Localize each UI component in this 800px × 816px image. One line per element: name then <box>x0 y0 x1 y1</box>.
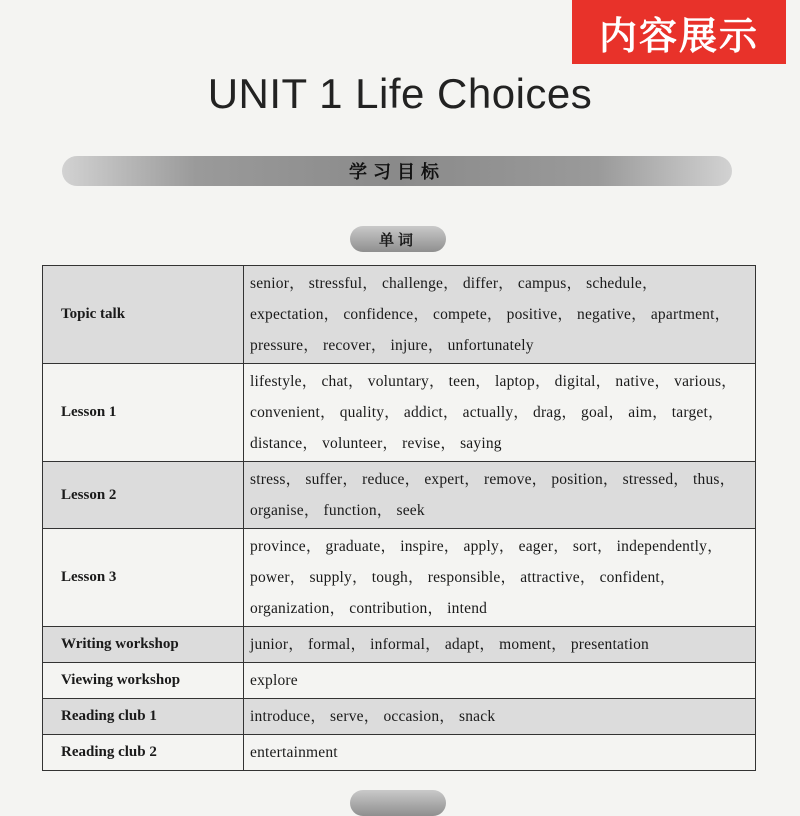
unit-title: UNIT 1 Life Choices <box>207 70 593 117</box>
table-row <box>43 364 756 462</box>
vocabulary-table <box>42 265 756 771</box>
table-row <box>43 462 756 529</box>
table-row <box>43 663 756 699</box>
lesson-name-cell: Viewing workshop <box>43 663 244 699</box>
word-list: province， graduate， inspire， apply， eager， sort， independently， power， supply， tough， responsible， attractive， confident， organization， contribution， intend <box>250 538 723 617</box>
lesson-name-cell: Lesson 1 <box>43 364 244 462</box>
lesson-name-cell: Lesson 2 <box>43 462 244 529</box>
table-row <box>43 529 756 627</box>
learning-objectives-banner <box>62 156 732 186</box>
lesson-name-cell: Topic talk <box>43 266 244 364</box>
word-list-cell <box>244 266 756 364</box>
content-display-badge: 内容展示 <box>572 0 786 64</box>
table-row <box>43 735 756 771</box>
lesson-name-cell: Writing workshop <box>43 627 244 663</box>
word-list: explore <box>250 672 298 689</box>
word-list: lifestyle， chat， voluntary， teen， laptop， digital， native， various， convenient， quality， addict， actually， drag， goal， aim， target， distance， volunteer， revise， saying <box>250 373 737 452</box>
table-row <box>43 699 756 735</box>
word-list-cell <box>244 735 756 771</box>
word-list-cell <box>244 462 756 529</box>
learning-objectives-label: 学习目标 <box>349 162 445 183</box>
word-list: entertainment <box>250 744 338 761</box>
word-list-cell <box>244 529 756 627</box>
word-list-cell <box>244 699 756 735</box>
lesson-name-cell: Reading club 2 <box>43 735 244 771</box>
word-list-cell <box>244 364 756 462</box>
word-list: introduce， serve， occasion， snack <box>250 708 496 725</box>
table-row <box>43 266 756 364</box>
word-list-cell <box>244 663 756 699</box>
lesson-name-cell: Lesson 3 <box>43 529 244 627</box>
lesson-name-cell: Reading club 1 <box>43 699 244 735</box>
word-list: stress， suffer， reduce， expert， remove， position， stressed， thus， organise， function， seek <box>250 471 736 519</box>
word-list: senior， stressful， challenge， differ， campus， schedule， expectation， confidence， compete， positive， negative， apartment， pressure， recover， injure， unfortunately <box>250 275 731 354</box>
next-section-banner <box>350 790 446 816</box>
word-list-cell <box>244 627 756 663</box>
vocabulary-label: 单词 <box>378 230 417 249</box>
vocabulary-banner <box>350 226 446 252</box>
word-list: junior， formal， informal， adapt， moment， presentation <box>250 636 649 653</box>
table-row <box>43 627 756 663</box>
